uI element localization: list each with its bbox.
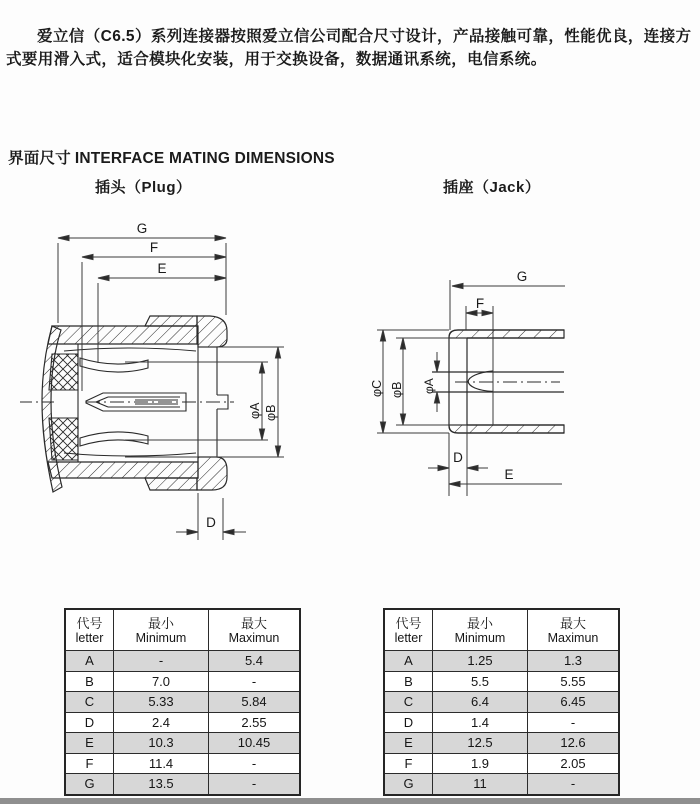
- table-cell: 1.25: [433, 651, 528, 672]
- table-row: [384, 671, 619, 692]
- section-title-zh: 界面尺寸: [8, 149, 71, 167]
- jack-dim-label-phiA: φA: [422, 378, 436, 394]
- table-cell: C: [65, 692, 114, 713]
- jack-drawing-label: 插座（Jack）: [443, 179, 541, 196]
- header-maximum: 最大 Maximun: [209, 609, 301, 651]
- table-cell: F: [65, 753, 114, 774]
- plug-dimensions: [58, 235, 284, 540]
- table-cell: F: [384, 753, 433, 774]
- table-cell: -: [528, 712, 620, 733]
- table-row: [65, 753, 300, 774]
- jack-dim-label-g: G: [516, 269, 528, 284]
- intro-paragraph: 爱立信（C6.5）系列连接器按照爱立信公司配合尺寸设计，产品接触可靠，性能优良，连接方式要用滑入式，适合模块化安装，用于交换设备，数据通讯系统，电信系统。: [6, 27, 692, 68]
- table-cell: 5.55: [528, 671, 620, 692]
- table-cell: 6.4: [433, 692, 528, 713]
- table-cell: E: [65, 733, 114, 754]
- table-cell: 2.4: [114, 712, 209, 733]
- table-cell: 5.4: [209, 651, 301, 672]
- table-row: [384, 692, 619, 713]
- plug-dimension-table: [64, 608, 301, 796]
- jack-body: [432, 330, 564, 433]
- jack-dim-label-phiC: φC: [370, 379, 384, 397]
- plug-insulator: [49, 354, 78, 460]
- table-cell: 5.5: [433, 671, 528, 692]
- table-cell: 1.4: [433, 712, 528, 733]
- table-row: [384, 651, 619, 672]
- table-cell: -: [528, 774, 620, 795]
- table-cell: D: [384, 712, 433, 733]
- table-cell: 6.45: [528, 692, 620, 713]
- table-cell: 10.3: [114, 733, 209, 754]
- table-header-row: [65, 609, 300, 651]
- table-cell: G: [65, 774, 114, 795]
- section-title-en: INTERFACE MATING DIMENSIONS: [74, 149, 335, 167]
- header-minimum: 最小 Minimum: [433, 609, 528, 651]
- table-cell: 1.3: [528, 651, 620, 672]
- plug-dim-label-g: G: [136, 221, 148, 236]
- header-minimum: 最小 Minimum: [114, 609, 209, 651]
- table-cell: C: [384, 692, 433, 713]
- table-row: [384, 753, 619, 774]
- table-cell: 1.9: [433, 753, 528, 774]
- jack-dim-label-e: E: [504, 467, 514, 482]
- plug-dim-label-e: E: [157, 261, 167, 276]
- table-row: [65, 774, 300, 795]
- table-row: [65, 733, 300, 754]
- plug-drawing: [20, 221, 284, 540]
- table-row: [65, 692, 300, 713]
- jack-dim-label-phiB: φB: [390, 381, 404, 398]
- table-cell: 2.55: [209, 712, 301, 733]
- header-letter: 代号 letter: [384, 609, 433, 651]
- table-cell: 12.5: [433, 733, 528, 754]
- table-cell: 13.5: [114, 774, 209, 795]
- table-header-row: [384, 609, 619, 651]
- table-cell: A: [65, 651, 114, 672]
- table-cell: 11.4: [114, 753, 209, 774]
- table-cell: E: [384, 733, 433, 754]
- table-cell: B: [65, 671, 114, 692]
- table-cell: G: [384, 774, 433, 795]
- plug-shell: [42, 316, 227, 492]
- table-cell: -: [114, 651, 209, 672]
- table-cell: 5.84: [209, 692, 301, 713]
- table-cell: -: [209, 753, 301, 774]
- plug-dim-label-d: D: [206, 515, 216, 530]
- header-letter: 代号 letter: [65, 609, 114, 651]
- scan-edge-artifact: [0, 798, 700, 804]
- jack-dim-label-f: F: [475, 296, 485, 311]
- plug-dim-label-phiA: φA: [248, 402, 262, 419]
- table-cell: A: [384, 651, 433, 672]
- table-cell: 5.33: [114, 692, 209, 713]
- table-row: [384, 733, 619, 754]
- table-cell: D: [65, 712, 114, 733]
- plug-drawing-label: 插头（Plug）: [95, 179, 192, 196]
- table-cell: B: [384, 671, 433, 692]
- jack-dim-label-d: D: [453, 450, 463, 465]
- table-cell: -: [209, 774, 301, 795]
- table-row: [65, 651, 300, 672]
- jack-dimensions: [377, 280, 565, 496]
- jack-drawing: [370, 269, 565, 496]
- table-row: [65, 671, 300, 692]
- header-maximum: 最大 Maximun: [528, 609, 620, 651]
- table-cell: -: [209, 671, 301, 692]
- plug-dim-label-phiB: φB: [264, 404, 278, 421]
- table-cell: 2.05: [528, 753, 620, 774]
- jack-dimension-table: [383, 608, 620, 796]
- table-cell: 12.6: [528, 733, 620, 754]
- table-cell: 11: [433, 774, 528, 795]
- table-row: [65, 712, 300, 733]
- table-row: [384, 774, 619, 795]
- table-row: [384, 712, 619, 733]
- table-cell: 7.0: [114, 671, 209, 692]
- plug-dim-label-f: F: [149, 240, 159, 255]
- table-cell: 10.45: [209, 733, 301, 754]
